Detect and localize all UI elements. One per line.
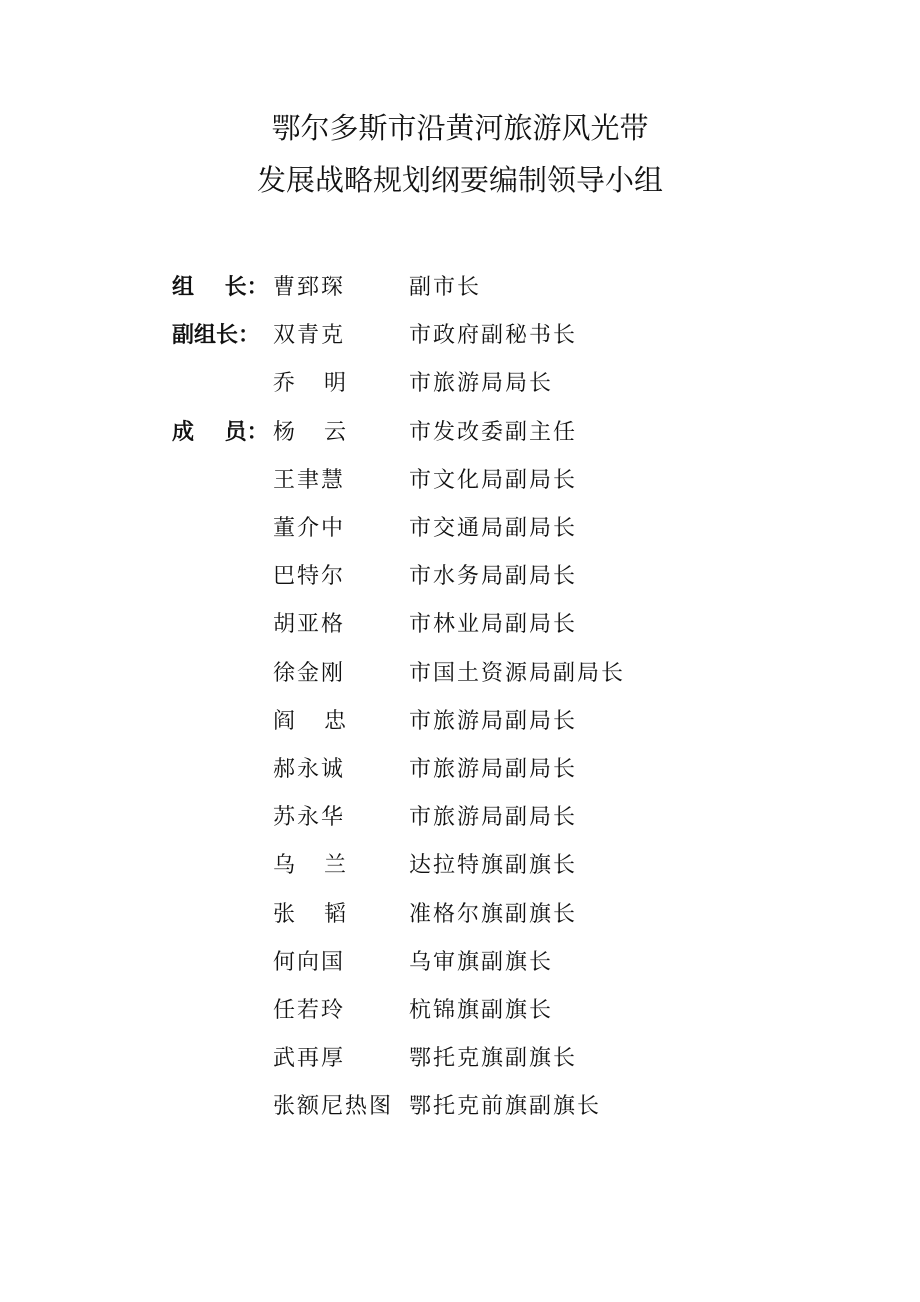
member-row [0,943,920,983]
member-row [0,1039,920,1079]
member-name: 曹郅琛 [273,275,346,300]
member-row [0,461,920,501]
member-row [0,702,920,742]
member-name: 张 韬 [273,901,348,927]
member-position: 达拉特旗副旗长 [409,853,578,879]
member-position: 市发改委副主任 [409,419,578,445]
member-row [0,268,920,308]
member-name: 双青克 [273,323,346,349]
member-name: 董介中 [273,516,346,541]
member-name: 苏永华 [273,805,346,831]
member-name: 郝永诚 [273,757,346,782]
member-row [0,509,920,549]
member-name: 徐金刚 [273,660,346,686]
member-position: 市文化局副局长 [409,467,578,493]
member-position: 市交通局副局长 [409,516,578,541]
member-row [0,846,920,886]
member-row [0,1087,920,1127]
member-row [0,750,920,790]
member-name: 杨 云 [273,419,348,445]
member-position: 鄂托克旗副旗长 [409,1046,578,1072]
member-row [0,557,920,597]
member-position: 市国土资源局副局长 [409,660,626,686]
member-name: 任若玲 [273,998,346,1023]
member-row [0,654,920,694]
member-position: 乌审旗副旗长 [409,949,554,975]
member-role-label: 成 员： [172,419,269,445]
member-name: 何向国 [273,949,346,975]
member-position: 市旅游局副局长 [409,708,578,734]
member-row [0,895,920,935]
member-position: 鄂托克前旗副旗长 [409,1094,602,1120]
member-name: 乌 兰 [273,853,348,879]
member-position: 市旅游局副局长 [409,805,578,831]
member-name: 武再厚 [273,1046,346,1072]
member-role-label: 副组长： [172,323,261,349]
member-row [0,605,920,645]
member-position: 市旅游局副局长 [409,757,578,782]
member-name: 巴特尔 [273,564,346,590]
member-position: 准格尔旗副旗长 [409,901,578,927]
member-name: 阎 忠 [273,708,348,734]
member-name: 乔 明 [273,371,348,397]
member-name: 张额尼热图 [273,1094,394,1120]
member-position: 市旅游局局长 [409,371,554,397]
member-position: 副市长 [409,275,482,300]
member-row [0,991,920,1031]
member-position: 杭锦旗副旗长 [409,998,554,1023]
member-name: 王聿慧 [273,467,346,493]
member-row [0,413,920,453]
member-name: 胡亚格 [273,612,346,638]
member-row [0,316,920,356]
member-position: 市政府副秘书长 [409,323,578,349]
document-title-line-1: 鄂尔多斯市沿黄河旅游风光带 [271,111,649,145]
member-position: 市水务局副局长 [409,564,578,590]
member-row [0,798,920,838]
member-row [0,364,920,404]
member-role-label: 组 长： [172,275,269,300]
document-title-line-2: 发展战略规划纲要编制领导小组 [256,163,663,197]
member-position: 市林业局副局长 [409,612,578,638]
